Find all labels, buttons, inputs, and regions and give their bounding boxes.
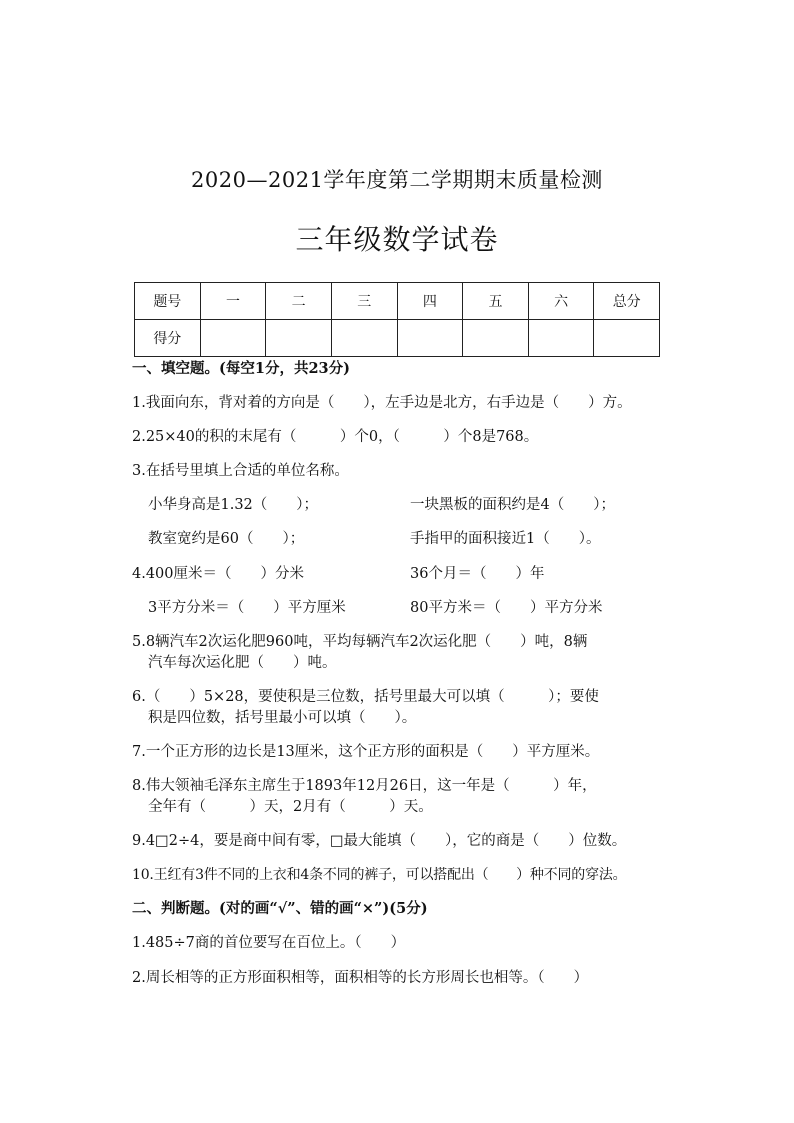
score-cell-total: 总分 <box>594 283 660 320</box>
question-3d: 手指甲的面积接近1（ ）。 <box>410 531 601 547</box>
question-4c: 3平方分米＝（ ）平方厘米 <box>148 600 346 616</box>
score-input-6[interactable] <box>528 320 594 357</box>
exam-subtitle: 三年级数学试卷 <box>295 223 499 256</box>
score-cell-6: 六 <box>528 283 594 320</box>
question-6-line1: 6.（ ）5×28，要使积是三位数，括号里最大可以填（ ）；要使 <box>132 689 599 705</box>
question-2: 2.25×40的积的末尾有（ ）个0，（ ）个8是768。 <box>132 429 539 445</box>
score-cell-4: 四 <box>397 283 463 320</box>
score-input-1[interactable] <box>200 320 266 357</box>
score-table-header-row <box>135 283 660 320</box>
score-input-5[interactable] <box>463 320 529 357</box>
question-5-line2: 汽车每次运化肥（ ）吨。 <box>148 655 337 671</box>
question-3c: 教室宽约是60（ ）； <box>148 531 305 547</box>
judge-question-1: 1.485÷7商的首位要写在百位上。（ ） <box>132 935 406 951</box>
score-input-3[interactable] <box>331 320 397 357</box>
score-cell-2: 二 <box>266 283 332 320</box>
question-8-line1: 8.伟大领袖毛泽东主席生于1893年12月26日，这一年是（ ）年， <box>132 778 597 794</box>
question-7: 7.一个正方形的边长是13厘米，这个正方形的面积是（ ）平方厘米。 <box>132 744 600 760</box>
question-4a: 4.400厘米＝（ ）分米 <box>132 566 305 582</box>
score-input-total[interactable] <box>594 320 660 357</box>
score-cell-1: 一 <box>200 283 266 320</box>
question-6-line2: 积是四位数，括号里最小可以填（ ）。 <box>148 710 417 726</box>
question-3a: 小华身高是1.32（ ）； <box>148 497 319 513</box>
score-cell-5: 五 <box>463 283 529 320</box>
score-table-score-row <box>135 320 660 357</box>
question-1: 1.我面向东，背对着的方向是（ ），左手边是北方，右手边是（ ）方。 <box>132 395 632 411</box>
exam-title: 2020—2021学年度第二学期期末质量检测 <box>191 168 603 192</box>
score-cell-3: 三 <box>331 283 397 320</box>
score-cell-label: 题号 <box>135 283 201 320</box>
score-row-label: 得分 <box>135 320 201 357</box>
score-input-4[interactable] <box>397 320 463 357</box>
question-8-line2: 全年有（ ）天，2月有（ ）天。 <box>148 799 433 815</box>
question-5-line1: 5.8辆汽车2次运化肥960吨，平均每辆汽车2次运化肥（ ）吨，8辆 <box>132 634 588 650</box>
question-3: 3.在括号里填上合适的单位名称。 <box>132 463 349 479</box>
score-input-2[interactable] <box>266 320 332 357</box>
question-4b: 36个月＝（ ）年 <box>410 566 545 582</box>
question-4d: 80平方米＝（ ）平方分米 <box>410 600 603 616</box>
judge-question-2: 2.周长相等的正方形面积相等，面积相等的长方形周长也相等。（ ） <box>132 970 589 986</box>
section2-heading: 二、判断题。(对的画“√”、错的画“×”)(5分) <box>132 900 428 917</box>
question-3b: 一块黑板的面积约是4（ ）； <box>410 497 615 513</box>
question-9: 9.4□2÷4，要是商中间有零，□最大能填（ ），它的商是（ ）位数。 <box>132 833 627 849</box>
section1-heading: 一、填空题。(每空1分，共23分) <box>132 360 350 377</box>
question-10: 10.王红有3件不同的上衣和4条不同的裤子，可以搭配出（ ）种不同的穿法。 <box>132 867 627 883</box>
score-table <box>134 282 660 357</box>
